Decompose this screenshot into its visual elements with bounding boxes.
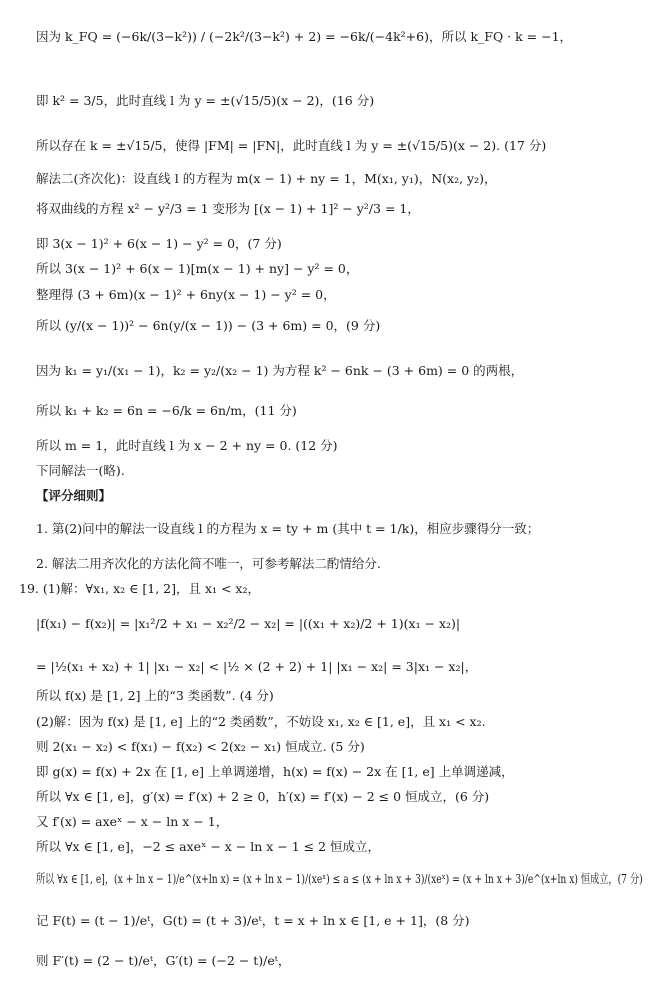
text-line: 则 2(x₁ − x₂) < f(x₁) − f(x₂) < 2(x₂ − x₁) 恒成立. (5 分) [36,739,365,754]
text-line: 因为 k_FQ = (−6k/(3−k²)) / (−2k²/(3−k²) + 2) = −6k/(−4k²+6)，所以 k_FQ · k = −1， [36,29,573,44]
text-line: 2. 解法二用齐次化的方法化简不唯一，可参考解法二酌情给分. [36,556,381,571]
section-heading: 【评分细则】 [36,488,112,503]
text-line: |f(x₁) − f(x₂)| = |x₁²/2 + x₁ − x₂²/2 − x₂| = |((x₁ + x₂)/2 + 1)(x₁ − x₂)| [36,616,461,631]
text-line: = |½(x₁ + x₂) + 1| |x₁ − x₂| < |½ × (2 + 2) + 1| |x₁ − x₂| = 3|x₁ − x₂|， [36,659,478,674]
text-line: 所以 ∀x ∈ [1, e]，g′(x) = f′(x) + 2 ≥ 0，h′(x) = f′(x) − 2 ≤ 0 恒成立，(6 分) [36,789,490,804]
text-line: 所以 k₁ + k₂ = 6n = −6/k = 6n/m，(11 分) [36,403,297,418]
text-line: 将双曲线的方程 x² − y²/3 = 1 变形为 [(x − 1) + 1]² − y²/3 = 1， [36,201,420,216]
text-line: 所以 ∀x ∈ [1, e]，(x + ln x − 1)/e^(x+ln x) = (x + ln x − 1)/(xeˣ) ≤ a ≤ (x + ln x + 3)/(xeˣ) = (x + ln x + 3)/e^(x+ln x) 恒成立，(7 分) [36,871,643,886]
text-line: 因为 k₁ = y₁/(x₁ − 1)，k₂ = y₂/(x₂ − 1) 为方程 k² − 6nk − (3 + 6m) = 0 的两根， [36,363,524,378]
text-line: 整理得 (3 + 6m)(x − 1)² + 6ny(x − 1) − y² = 0， [36,287,336,302]
text-line: 则 F′(t) = (2 − t)/eᵗ，G′(t) = (−2 − t)/eᵗ， [36,953,291,968]
text-line: 记 F(t) = (t − 1)/eᵗ，G(t) = (t + 3)/eᵗ，t = x + ln x ∈ [1, e + 1]，(8 分) [36,913,470,928]
text-line: 19. (1)解：∀x₁, x₂ ∈ [1, 2]，且 x₁ < x₂， [19,581,260,596]
text-line: 下同解法一(略). [36,463,125,478]
text-line: 所以 (y/(x − 1))² − 6n(y/(x − 1)) − (3 + 6m) = 0，(9 分) [36,318,381,333]
text-line: 1. 第(2)问中的解法一设直线 l 的方程为 x = ty + m (其中 t = 1/k)，相应步骤得分一致； [36,521,540,536]
text-line: 即 3(x − 1)² + 6(x − 1) − y² = 0，(7 分) [36,236,282,251]
text-line: 即 g(x) = f(x) + 2x 在 [1, e] 上单调递增，h(x) = f(x) − 2x 在 [1, e] 上单调递减， [36,764,514,779]
text-line: (2)解：因为 f(x) 是 [1, e] 上的“2 类函数”，不妨设 x₁, x₂ ∈ [1, e]，且 x₁ < x₂. [36,714,486,729]
text-line: 所以存在 k = ±√15/5，使得 |FM| = |FN|，此时直线 l 为 y = ±(√15/5)(x − 2). (17 分) [36,138,547,153]
text-line: 解法二(齐次化)：设直线 l 的方程为 m(x − 1) + ny = 1，M(x₁, y₁)，N(x₂, y₂)， [36,171,497,186]
text-line: 又 f′(x) = axeˣ − x − ln x − 1， [36,814,229,829]
text-line: 所以 3(x − 1)² + 6(x − 1)[m(x − 1) + ny] − y² = 0， [36,261,359,276]
text-line: 所以 ∀x ∈ [1, e]，−2 ≤ axeˣ − x − ln x − 1 ≤ 2 恒成立， [36,839,381,854]
text-line: 所以 f(x) 是 [1, 2] 上的“3 类函数”. (4 分) [36,688,274,703]
text-line: 所以 m = 1，此时直线 l 为 x − 2 + ny = 0. (12 分) [36,438,338,453]
text-line: 即 k² = 3/5，此时直线 l 为 y = ±(√15/5)(x − 2)，(16 分) [36,93,375,108]
